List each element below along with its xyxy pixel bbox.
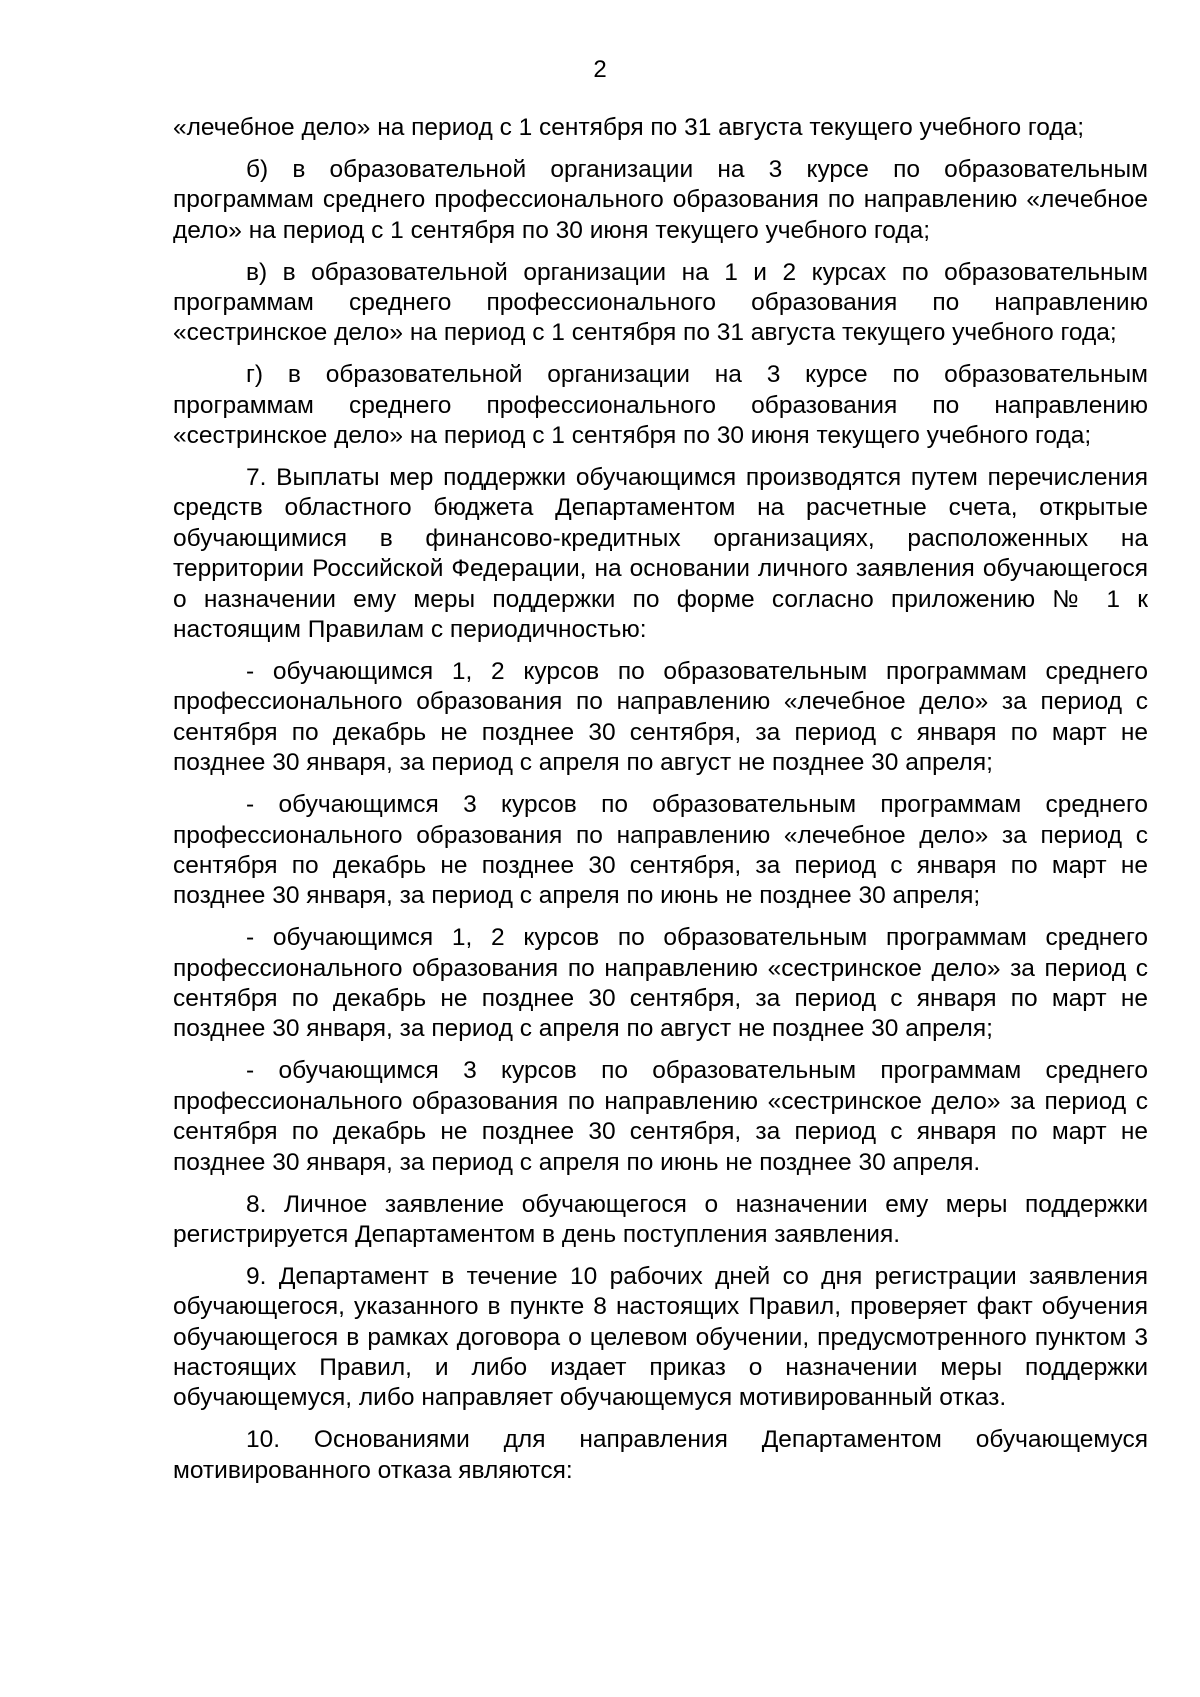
list-item-dash-2: - обучающимся 3 курсов по образовательным программам среднего профессионального образования по направлению «лечебное дело» за период с сентября по декабрь не позднее 30 сентября, за период с января по март не позднее 30 января, за период с апреля по июнь не позднее 30 апреля; xyxy=(173,791,1148,910)
paragraph-clause-8: 8. Личное заявление обучающегося о назначении ему меры поддержки регистрируется Департаментом в день поступления заявления. xyxy=(173,1190,1148,1248)
list-item-dash-1: - обучающимся 1, 2 курсов по образовательным программам среднего профессионального образования по направлению «лечебное дело» за период с сентября по декабрь не позднее 30 сентября, за период с января по март не позднее 30 января, за период с апреля по август не позднее 30 апреля; xyxy=(173,658,1148,777)
paragraph-item-b: б) в образовательной организации на 3 курсе по образовательным программам среднего профессионального образования по направлению «лечебное дело» на период с 1 сентября по 30 июня текущего учебного года; xyxy=(173,155,1148,244)
paragraph-item-g: г) в образовательной организации на 3 курсе по образовательным программам среднего профессионального образования по направлению «сестринское дело» на период с 1 сентября по 30 июня текущего учебного года; xyxy=(173,361,1148,450)
paragraph-clause-9: 9. Департамент в течение 10 рабочих дней со дня регистрации заявления обучающегося, указанного в пункте 8 настоящих Правил, проверяет факт обучения обучающегося в рамках договора о целевом обучении, предусмотренного пунктом 3 настоящих Правил, и либо издает приказ о назначении меры поддержки обучающемуся, либо направляет обучающемуся мотивированный отказ. xyxy=(173,1262,1148,1412)
paragraph-continuation: «лечебное дело» на период с 1 сентября по 31 августа текущего учебного года; xyxy=(173,114,1085,141)
paragraph-clause-7: 7. Выплаты мер поддержки обучающимся производятся путем перечисления средств областного бюджета Департаментом на расчетные счета, открытые обучающимися в финансово-кредитных организациях, расположенных на территории Российской Федерации, на основании личного заявления обучающегося о назначении ему меры поддержки по форме согласно приложению № 1 к настоящим Правилам с периодичностью: xyxy=(173,464,1148,644)
paragraph-clause-10: 10. Основаниями для направления Департаментом обучающемуся мотивированного отказа являются: xyxy=(173,1426,1148,1484)
page-number: 2 xyxy=(593,56,607,83)
paragraph-item-v: в) в образовательной организации на 1 и 2 курсах по образовательным программам среднего профессионального образования по направлению «сестринское дело» на период с 1 сентября по 31 августа текущего учебного года; xyxy=(173,258,1148,347)
list-item-dash-3: - обучающимся 1, 2 курсов по образовательным программам среднего профессионального образования по направлению «сестринское дело» за период с сентября по декабрь не позднее 30 сентября, за период с января по март не позднее 30 января, за период с апреля по август не позднее 30 апреля; xyxy=(173,924,1148,1043)
list-item-dash-4: - обучающимся 3 курсов по образовательным программам среднего профессионального образования по направлению «сестринское дело» за период с сентября по декабрь не позднее 30 сентября, за период с января по март не позднее 30 января, за период с апреля по июнь не позднее 30 апреля. xyxy=(173,1057,1148,1176)
document-body xyxy=(173,113,1148,1498)
